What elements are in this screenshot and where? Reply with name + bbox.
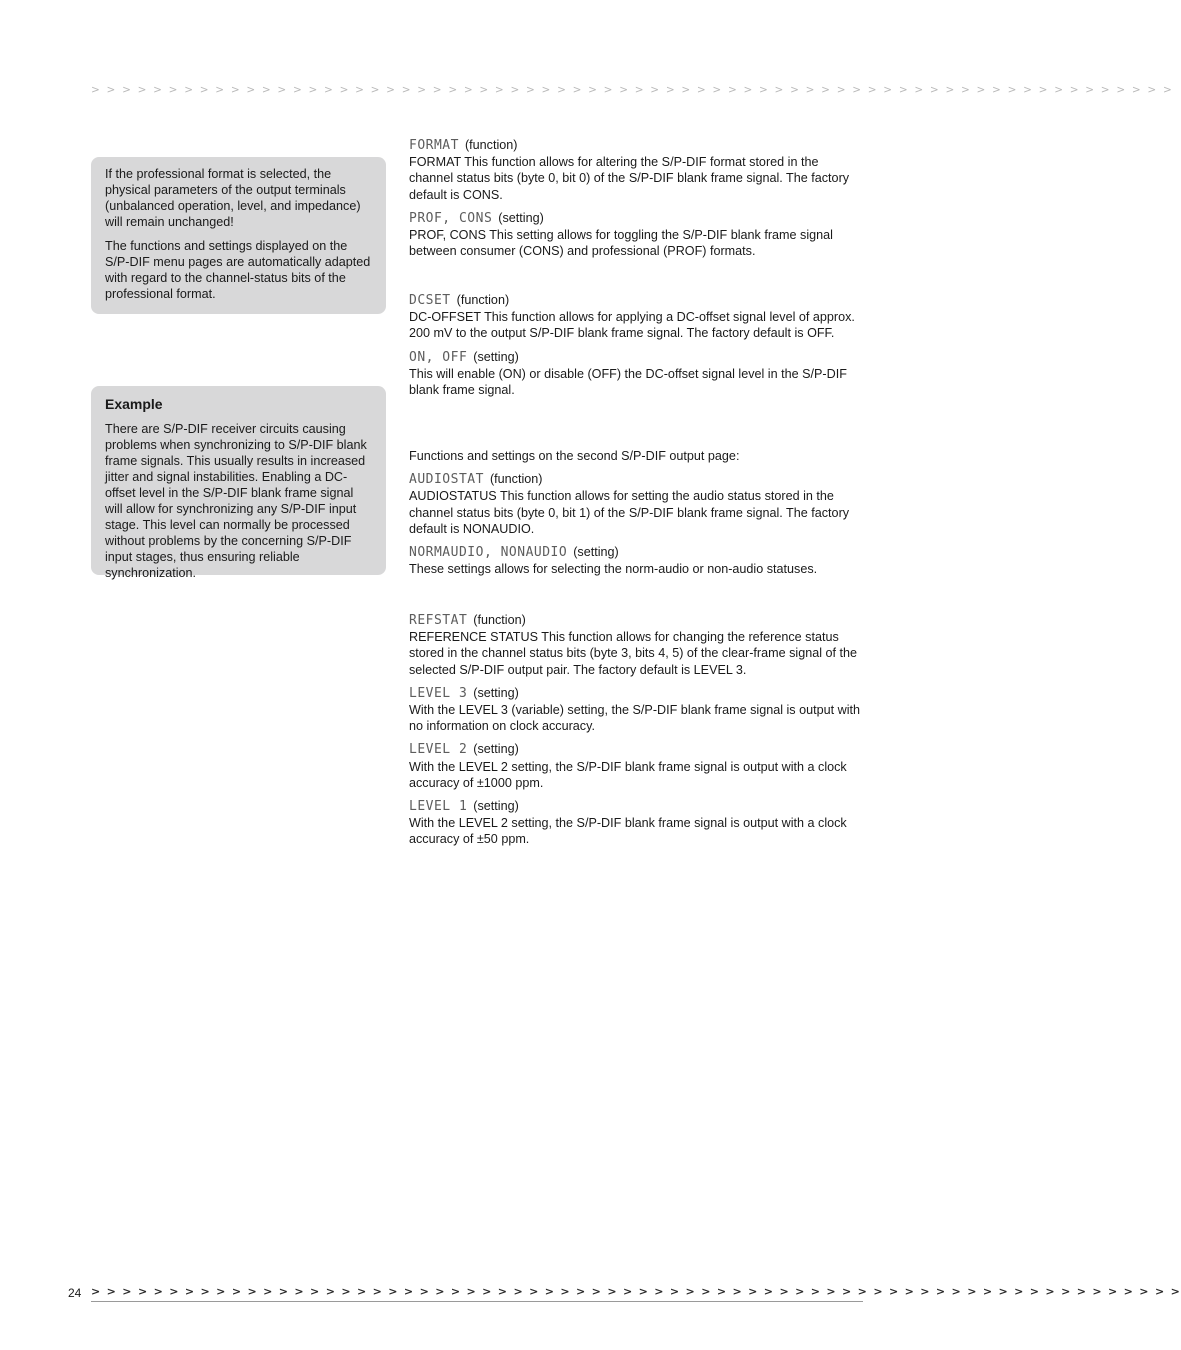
section-intro: Functions and settings on the second S/P-DIF output page:: [409, 449, 740, 463]
entry-normaudio: [409, 544, 863, 577]
entry-prof-cons: [409, 210, 863, 260]
entry-description: With the LEVEL 3 (variable) setting, the S/P-DIF blank frame signal is output with no information on clock accuracy.: [409, 703, 861, 734]
entry-kind: (setting): [473, 799, 519, 814]
entry-kind: (setting): [498, 210, 544, 225]
entry-level-2: [409, 741, 863, 791]
info-note-box: [91, 157, 386, 314]
menu-label: LEVEL 1: [409, 799, 468, 815]
entry-description: FORMAT This function allows for altering the S/P-DIF format stored in the channel status bits (byte 0, bit 0) of the S/P-DIF blank frame signal. The factory default is CONS.: [409, 155, 850, 202]
entry-format: [409, 137, 863, 203]
entry-description: This will enable (ON) or disable (OFF) the DC-offset signal level in the S/P-DIF blank frame signal.: [409, 366, 847, 398]
menu-label: LEVEL 3: [409, 685, 468, 701]
entry-description: DC-OFFSET This function allows for applying a DC-offset signal level of approx. 200 mV to the output S/P-DIF blank frame signal. The factory default is OFF.: [409, 310, 855, 341]
note-paragraph: If the professional format is selected, the physical parameters of the output terminals (unbalanced operation, level, and impedance) will remain unchanged!: [105, 167, 361, 229]
entry-refstat: [409, 612, 863, 678]
menu-label: AUDIOSTAT: [409, 472, 484, 488]
menu-label: REFSTAT: [409, 613, 468, 628]
footer-chevron-rule: > > > > > > > > > > > > > > > > > > > > > > > > > > > > > > > > > > > > > > > > > > > > > > > > > > > > > > > > > > > > > > > > > > > > > >: [91, 1285, 1181, 1298]
menu-label: PROF, CONS: [409, 210, 493, 226]
menu-label: LEVEL 2: [409, 742, 468, 758]
header-chevron-rule: > > > > > > > > > > > > > > > > > > > > > > > > > > > > > > > > > > > > > > > > > > > > > > > > > > > > > > > > > > > > > > > > > > > > > >: [91, 84, 1174, 96]
entry-kind: (setting): [473, 685, 519, 700]
entry-description: AUDIOSTATUS This function allows for setting the audio status stored in the channel status bits (byte 0, bit 1) of the S/P-DIF blank frame signal. The factory default is NONAUDIO.: [409, 489, 850, 536]
entry-on-off: [409, 349, 863, 399]
footer-divider: [91, 1301, 863, 1302]
menu-label: FORMAT: [409, 138, 459, 153]
entry-audiostat: [409, 471, 863, 537]
entry-kind: (setting): [573, 545, 619, 560]
entry-kind: (function): [489, 472, 543, 487]
note-paragraph: The functions and settings displayed on the S/P-DIF menu pages are automatically adapted with regard to the channel-status bits of the professional format.: [105, 239, 371, 301]
entry-description: With the LEVEL 2 setting, the S/P-DIF blank frame signal is output with a clock accuracy of ±1000 ppm.: [409, 759, 847, 790]
entry-description: These settings allows for selecting the norm-audio or non-audio statuses.: [409, 562, 818, 577]
entry-level-3: [409, 685, 863, 735]
example-box: [91, 386, 386, 580]
entry-kind: (setting): [473, 742, 519, 757]
menu-label: DCSET: [409, 293, 451, 308]
entry-kind: (function): [456, 293, 510, 307]
example-title: Example: [105, 396, 163, 412]
main-column: [409, 292, 863, 405]
menu-label: ON, OFF: [409, 349, 468, 365]
entry-description: PROF, CONS This setting allows for toggling the S/P-DIF blank frame signal between consumer (CONS) and professional (PROF) formats.: [409, 228, 833, 259]
main-column: [409, 137, 863, 266]
entry-description: With the LEVEL 2 setting, the S/P-DIF blank frame signal is output with a clock accuracy of ±50 ppm.: [409, 816, 847, 847]
entry-dcset: [409, 292, 863, 342]
main-column: [409, 612, 863, 855]
entry-description: REFERENCE STATUS This function allows for changing the reference status stored in the channel status bits (byte 3, bits 4, 5) of the clear-frame signal of the selected S/P-DIF output pair. The factory default is LEVEL 3.: [409, 630, 858, 677]
entry-level-1: [409, 798, 863, 848]
example-text: There are S/P-DIF receiver circuits causing problems when synchronizing to S/P-DIF blank frame signals. This usually results in increased jitter and signal instabilities. Enabling a DC-offset level in the S/P-DIF blank frame signal will allow for synchronizing any S/P-DIF input stage. This level can normally be processed without problems by the concerning S/P-DIF input stages, thus ensuring reliable synchronization.: [105, 422, 367, 580]
entry-kind: (function): [473, 613, 526, 627]
entry-kind: (function): [464, 138, 518, 152]
page-number: 24: [68, 1286, 82, 1300]
entry-kind: (setting): [473, 349, 519, 364]
main-column: [409, 448, 863, 584]
menu-label: NORMAUDIO, NONAUDIO: [409, 545, 568, 561]
